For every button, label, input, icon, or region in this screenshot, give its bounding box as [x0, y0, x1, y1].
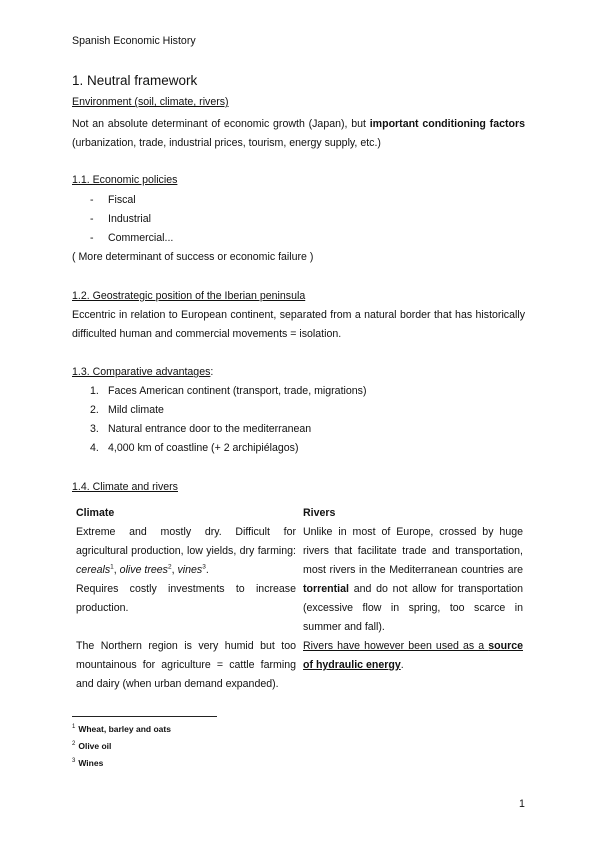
- section-title: 1. Neutral framework: [72, 73, 198, 88]
- list-item: 1. Faces American continent (transport, trade, migrations): [90, 385, 367, 397]
- footnotes: [72, 721, 171, 772]
- economic-policies-heading: 1.1. Economic policies: [72, 174, 178, 186]
- climate-column: [76, 504, 296, 694]
- climate-paragraph-1: Extreme and mostly dry. Difficult for agricultural production, low yields, dry farming: cereals$^1$, olive trees$^2$, vines$^3$.: [76, 526, 296, 576]
- climate-title: Climate: [76, 507, 115, 519]
- footnote-2: $^2$ Olive oil: [72, 741, 112, 751]
- running-header: Spanish Economic History: [72, 35, 196, 47]
- list-item: 3. Natural entrance door to the mediterranean: [90, 423, 312, 435]
- list-item: 2. Mild climate: [90, 404, 164, 416]
- environment-heading: Environment (soil, climate, rivers): [72, 96, 229, 108]
- climate-paragraph-3: The Northern region is very humid but too mountainous for agriculture = cattle farming and dairy (when urban demand expanded).: [76, 640, 296, 690]
- list-item: 4. 4,000 km of coastline (+ 2 archipiélagos): [90, 442, 299, 454]
- rivers-title: Rivers: [303, 507, 336, 519]
- rivers-paragraph-2: Rivers have however been used as a source of hydraulic energy.: [303, 640, 523, 671]
- env-text-b: (urbanization, trade, industrial prices, tourism, energy supply, etc.): [72, 137, 381, 149]
- env-text-bold: important conditioning factors: [369, 118, 525, 130]
- footnote-1: $^1$ Wheat, barley and oats: [72, 724, 171, 734]
- rivers-column: [303, 504, 523, 675]
- environment-paragraph: [72, 115, 525, 153]
- list-item: - Fiscal: [90, 194, 136, 206]
- footnote-3: $^3$ Wines: [72, 758, 104, 768]
- climate-paragraph-2: Requires costly investments to increase production.: [76, 583, 296, 614]
- advantages-heading: 1.3. Comparative advantages:: [72, 366, 214, 378]
- climate-rivers-heading: 1.4. Climate and rivers: [72, 481, 178, 493]
- advantages-list: [72, 382, 366, 458]
- page-number: 1: [519, 798, 525, 810]
- rivers-paragraph-1: Unlike in most of Europe, crossed by huge rivers that facilitate trade and transportation, most rivers in the Mediterranean countries are torrential and do not allow for transportation (excessive flow in spring, too scarce in summer and fall).: [303, 526, 523, 633]
- env-text-a: Not an absolute determinant of economic growth (Japan), but: [72, 118, 370, 130]
- geostrategic-heading: 1.2. Geostrategic position of the Iberian peninsula: [72, 290, 306, 302]
- list-item: - Industrial: [90, 213, 151, 225]
- policies-note: ( More determinant of success or economic failure ): [72, 251, 314, 263]
- list-item: - Commercial...: [90, 232, 174, 244]
- policies-list: [72, 191, 173, 248]
- footnote-separator: [72, 716, 217, 717]
- geostrategic-paragraph: Eccentric in relation to European continent, separated from a natural border that has historically difficulted human and commercial movements = isolation.: [72, 309, 525, 340]
